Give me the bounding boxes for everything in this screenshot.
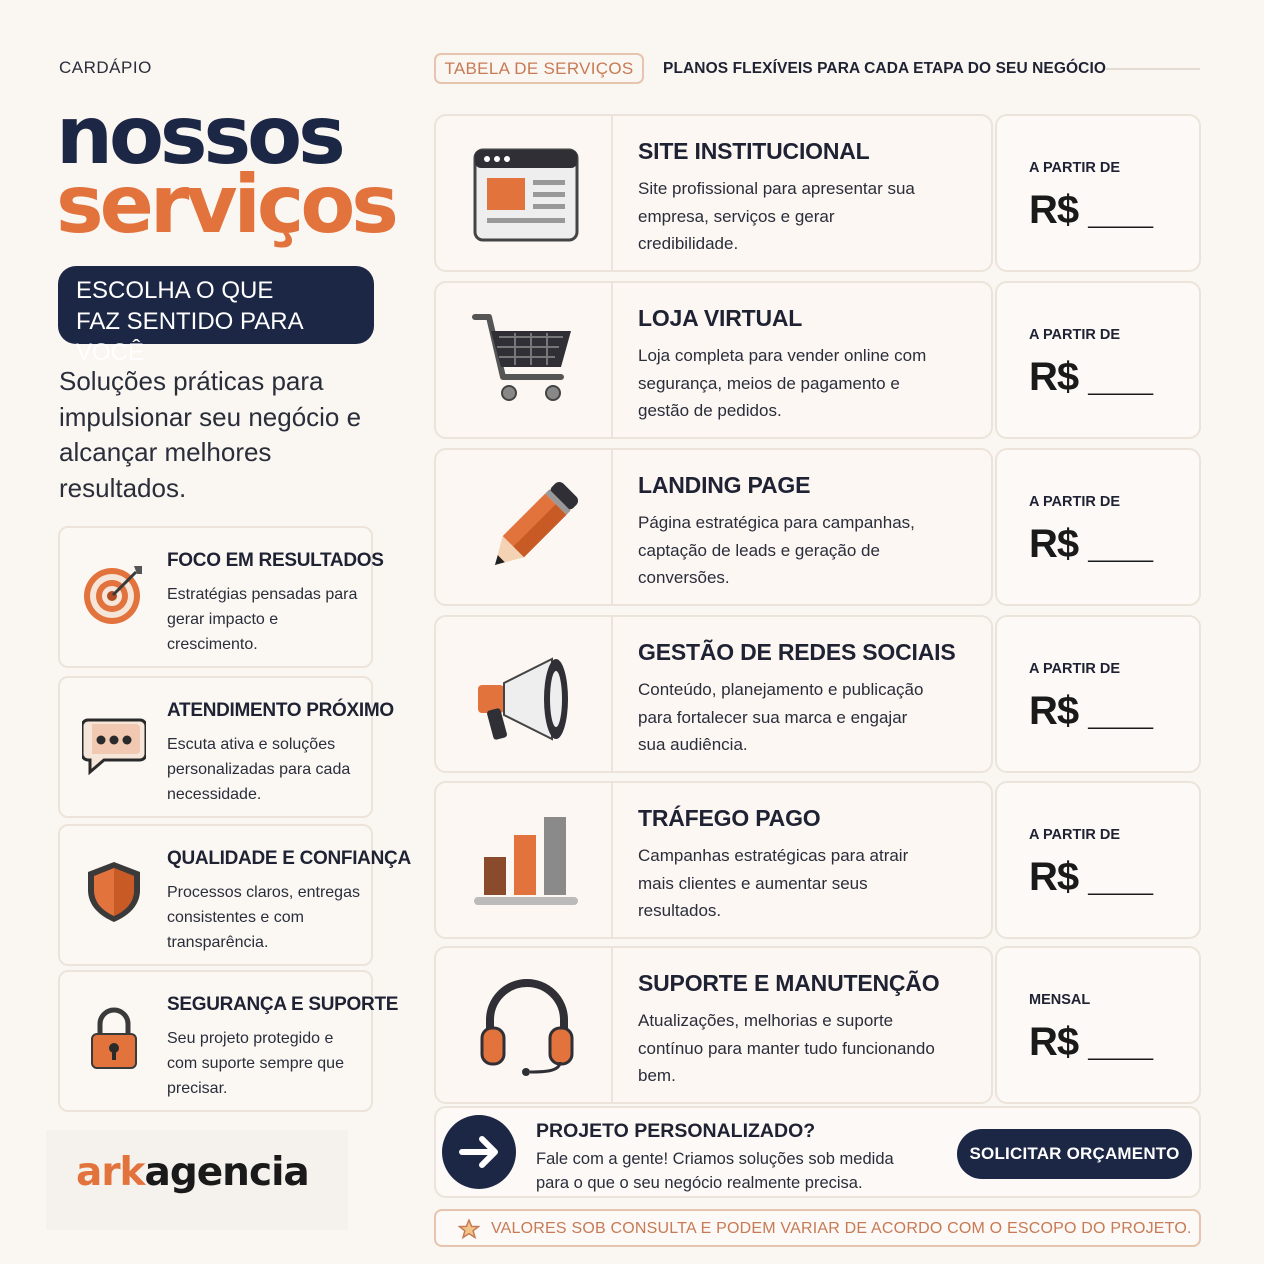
service-description: Loja completa para vender online com segurança, meios de pagamento e gestão de pedidos. [638, 346, 927, 420]
price-value: R$ ___ [1029, 689, 1152, 733]
service-description: Página estratégica para campanhas, captação de leads e geração de conversões. [638, 513, 915, 587]
feature-title: ATENDIMENTO PRÓXIMO [167, 700, 394, 721]
service-description: Site profissional para apresentar sua empresa, serviços e gerar credibilidade. [638, 179, 915, 253]
feature-title: FOCO EM RESULTADOS [167, 550, 384, 571]
price-value: R$ ___ [1029, 522, 1152, 566]
target-icon [82, 562, 146, 626]
intro-text: Soluções práticas para impulsionar seu negócio e alcançar melhores resultados. [59, 366, 362, 503]
chat-bubble-icon [82, 712, 146, 776]
feature-title: QUALIDADE E CONFIANÇA [167, 848, 411, 869]
brand-logo: arkagencia [76, 1150, 309, 1195]
service-title: LOJA VIRTUAL [638, 305, 803, 331]
feature-card [58, 970, 399, 1112]
price-value: R$ ___ [1029, 855, 1152, 899]
pricing-note [434, 1209, 1201, 1247]
pricing-note-text: VALORES SOB CONSULTA E PODEM VARIAR DE ACORDO COM O ESCOPO DO PROJETO. [491, 1220, 1192, 1237]
headset-icon [472, 976, 582, 1076]
divider [1106, 68, 1200, 70]
service-title: GESTÃO DE REDES SOCIAIS [638, 639, 956, 665]
section-label: CARDÁPIO [59, 58, 152, 77]
feature-card [58, 676, 394, 818]
price-value: R$ ___ [1029, 188, 1152, 232]
feature-text: Seu projeto protegido e com suporte sempre que precisar. [167, 1030, 344, 1097]
price-value: R$ ___ [1029, 355, 1152, 399]
service-card [434, 781, 993, 939]
shopping-cart-icon [471, 311, 581, 411]
service-card [434, 946, 993, 1104]
feature-text: Processos claros, entregas consistentes e com transparência. [167, 884, 360, 951]
feature-title: SEGURANÇA E SUPORTE [167, 994, 399, 1015]
tagline-line1: ESCOLHA O QUE [76, 277, 274, 304]
price-label: MENSAL [1029, 992, 1091, 1008]
bar-chart-icon [472, 813, 582, 913]
tagline-pill [58, 266, 374, 366]
star-icon [458, 1219, 480, 1239]
feature-card [58, 526, 384, 668]
custom-project-card [434, 1106, 1201, 1198]
service-title: SITE INSTITUCIONAL [638, 138, 870, 164]
service-title: SUPORTE E MANUTENÇÃO [638, 970, 940, 996]
megaphone-icon [472, 647, 582, 747]
price-card [995, 781, 1201, 939]
tagline-line2: FAZ SENTIDO PARA VOCÊ [76, 308, 303, 366]
custom-project-title: PROJETO PERSONALIZADO? [536, 1120, 816, 1142]
services-subtitle: PLANOS FLEXÍVEIS PARA CADA ETAPA DO SEU NEGÓCIO [663, 60, 1107, 77]
feature-text: Escuta ativa e soluções personalizadas para cada necessidade. [167, 736, 351, 803]
service-description: Conteúdo, planejamento e publicação para fortalecer sua marca e engajar sua audiência. [638, 680, 924, 754]
service-title: LANDING PAGE [638, 472, 811, 498]
shield-icon [82, 860, 146, 924]
service-card [434, 448, 993, 606]
price-card [995, 281, 1201, 439]
price-card [995, 615, 1201, 773]
lock-icon [82, 1006, 146, 1070]
service-description: Atualizações, melhorias e suporte contínuo para manter tudo funcionando bem. [638, 1011, 935, 1085]
page-title-line1: nossos [56, 89, 342, 182]
service-card [434, 114, 993, 272]
service-card [434, 615, 993, 773]
price-card [995, 946, 1201, 1104]
feature-text: Estratégias pensadas para gerar impacto e crescimento. [167, 586, 358, 653]
price-card [995, 448, 1201, 606]
price-label: A PARTIR DE [1029, 160, 1121, 176]
arrow-right-icon[interactable] [442, 1115, 516, 1189]
price-label: A PARTIR DE [1029, 327, 1121, 343]
service-description: Campanhas estratégicas para atrair mais clientes e aumentar seus resultados. [638, 846, 909, 920]
page-title-line2: serviços [56, 158, 395, 251]
price-card [995, 114, 1201, 272]
feature-card [58, 824, 411, 966]
browser-window-icon [471, 146, 581, 246]
service-title: TRÁFEGO PAGO [638, 805, 821, 831]
request-quote-button[interactable]: SOLICITAR ORÇAMENTO [957, 1129, 1192, 1179]
price-label: A PARTIR DE [1029, 494, 1121, 510]
pencil-icon [476, 474, 586, 584]
price-label: A PARTIR DE [1029, 827, 1121, 843]
price-label: A PARTIR DE [1029, 661, 1121, 677]
custom-project-text: Fale com a gente! Criamos soluções sob medida para o que o seu negócio realmente precisa. [536, 1150, 894, 1192]
price-value: R$ ___ [1029, 1020, 1152, 1064]
service-card [434, 281, 993, 439]
services-table-label: TABELA DE SERVIÇOS [434, 53, 644, 84]
